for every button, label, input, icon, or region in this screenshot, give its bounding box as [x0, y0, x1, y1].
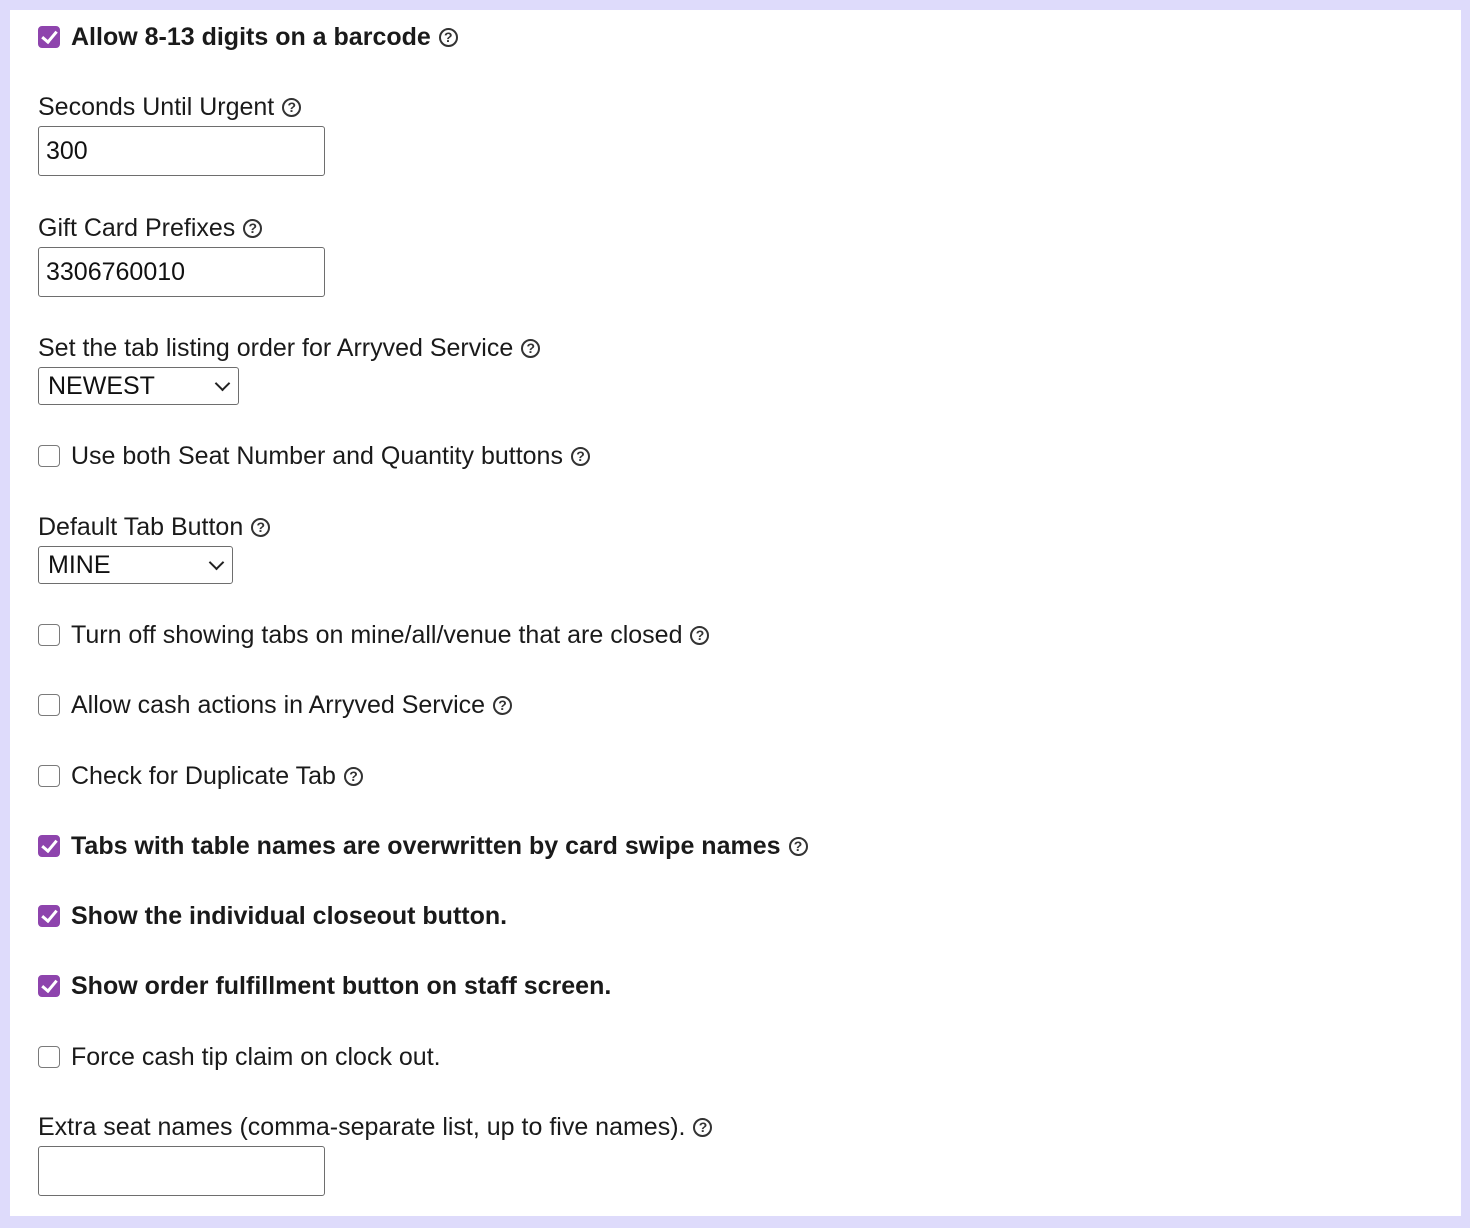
turn-off-closed-tabs-label: Turn off showing tabs on mine/all/venue that are closed	[71, 621, 683, 649]
seat-and-quantity-checkbox[interactable]	[38, 445, 60, 467]
individual-closeout-label: Show the individual closeout button.	[71, 902, 508, 930]
allow-barcode-row	[38, 22, 458, 52]
chevron-down-icon	[209, 555, 225, 571]
seat-and-quantity-row	[38, 441, 590, 471]
help-icon[interactable]: ?	[251, 518, 270, 537]
turn-off-closed-tabs-checkbox[interactable]	[38, 624, 60, 646]
tabs-overwritten-label: Tabs with table names are overwritten by card swipe names	[71, 832, 781, 860]
default-tab-button-value: MINE	[48, 551, 111, 579]
gift-card-prefixes-input[interactable]	[38, 247, 325, 297]
help-icon[interactable]: ?	[243, 219, 262, 238]
default-tab-button-select[interactable]	[38, 546, 233, 584]
tab-listing-order-label: Set the tab listing order for Arryved Service	[38, 334, 514, 362]
tab-listing-order-select[interactable]	[38, 367, 239, 405]
default-tab-button-label-row	[38, 512, 270, 542]
order-fulfillment-checkbox[interactable]	[38, 975, 60, 997]
tabs-overwritten-checkbox[interactable]	[38, 835, 60, 857]
tab-listing-order-value: NEWEST	[48, 372, 155, 400]
check-duplicate-tab-checkbox[interactable]	[38, 765, 60, 787]
allow-cash-actions-row	[38, 690, 512, 720]
allow-barcode-checkbox[interactable]	[38, 26, 60, 48]
extra-seat-names-label-row	[38, 1112, 712, 1142]
individual-closeout-row	[38, 901, 507, 931]
help-icon[interactable]: ?	[571, 447, 590, 466]
tab-listing-order-label-row	[38, 333, 540, 363]
help-icon[interactable]: ?	[693, 1118, 712, 1137]
extra-seat-names-label: Extra seat names (comma-separate list, up to five names).	[38, 1113, 686, 1141]
force-cash-tip-label: Force cash tip claim on clock out.	[71, 1043, 441, 1071]
allow-cash-actions-label: Allow cash actions in Arryved Service	[71, 691, 486, 719]
seconds-until-urgent-input[interactable]	[38, 126, 325, 176]
force-cash-tip-checkbox[interactable]	[38, 1046, 60, 1068]
turn-off-closed-tabs-row	[38, 620, 709, 650]
help-icon[interactable]: ?	[521, 339, 540, 358]
settings-panel	[10, 10, 1461, 1216]
default-tab-button-label: Default Tab Button	[38, 513, 244, 541]
seconds-until-urgent-label: Seconds Until Urgent	[38, 93, 275, 121]
check-duplicate-tab-row	[38, 761, 363, 791]
extra-seat-names-input[interactable]	[38, 1146, 325, 1196]
allow-barcode-label: Allow 8-13 digits on a barcode	[71, 23, 431, 51]
seconds-until-urgent-label-row	[38, 92, 301, 122]
order-fulfillment-label: Show order fulfillment button on staff screen.	[71, 972, 612, 1000]
gift-card-prefixes-label-row	[38, 213, 262, 243]
check-duplicate-tab-label: Check for Duplicate Tab	[71, 762, 336, 790]
help-icon[interactable]: ?	[690, 626, 709, 645]
force-cash-tip-row	[38, 1042, 441, 1072]
order-fulfillment-row	[38, 971, 611, 1001]
chevron-down-icon	[215, 376, 231, 392]
help-icon[interactable]: ?	[789, 837, 808, 856]
allow-cash-actions-checkbox[interactable]	[38, 694, 60, 716]
gift-card-prefixes-label: Gift Card Prefixes	[38, 214, 236, 242]
help-icon[interactable]: ?	[282, 98, 301, 117]
tabs-overwritten-row	[38, 831, 808, 861]
help-icon[interactable]: ?	[439, 28, 458, 47]
help-icon[interactable]: ?	[493, 696, 512, 715]
seat-and-quantity-label: Use both Seat Number and Quantity buttons	[71, 442, 563, 470]
individual-closeout-checkbox[interactable]	[38, 905, 60, 927]
help-icon[interactable]: ?	[344, 767, 363, 786]
